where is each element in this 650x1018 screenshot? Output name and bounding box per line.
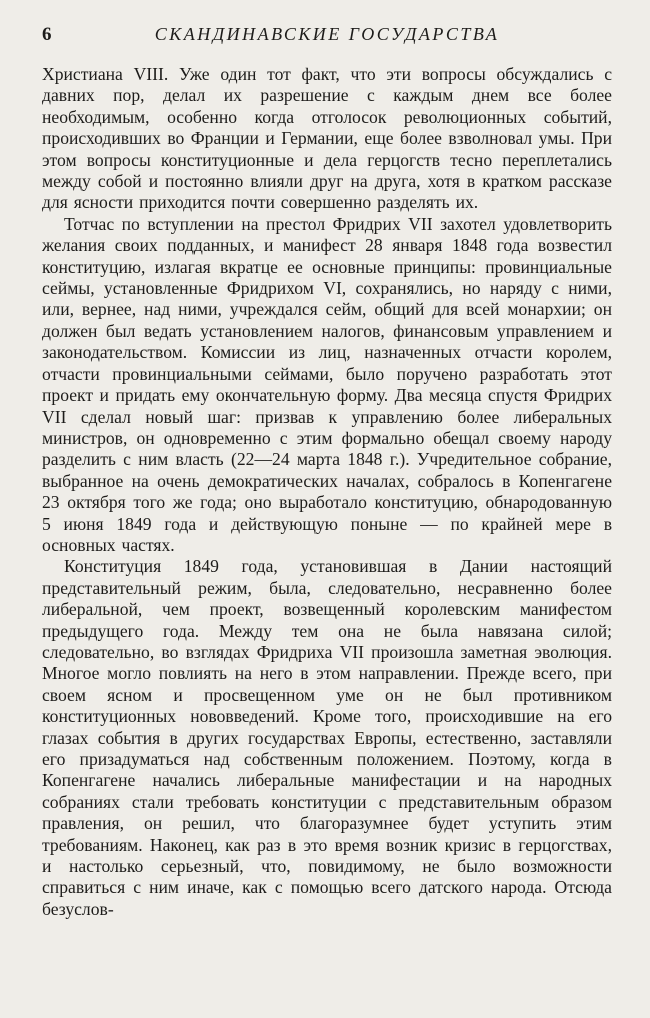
- page-number: 6: [42, 24, 53, 45]
- paragraph-3: Конституция 1849 года, установившая в Дании настоящий представительный режим, была, следовательно, несравненно более либеральной, чем проект, возвещенный королевским манифестом предыдущего года. Между тем она не была навязана силой; следовательно, во взглядах Фридриха VII произошла заметная эволюция. Многое могло повлиять на него в этом направлении. Прежде всего, при своем ясном и просвещенном уме он не был противником конституционных нововведений. Кроме того, происходившие на его глазах события в других государствах Европы, естественно, заставляли его призадуматься над собственным положением. Поэтому, когда в Копенгагене начались либеральные манифестации и на народных собраниях стали требовать конституции с представительным образом правления, он решил, что благоразумнее будет уступить этим требованиям. Наконец, как раз в это время возник кризис в герцогствах, и настолько серьезный, что, повидимому, не было возможности справиться с ним иначе, как с помощью всего датского народа. Отсюда безуслов-: [42, 556, 612, 919]
- body-text: [42, 64, 612, 920]
- paragraph-2: Тотчас по вступлении на престол Фридрих VII захотел удовлетворить желания своих подданных, и манифест 28 января 1848 года возвестил конституцию, излагая вкратце ее основные принципы: провинциальные сеймы, установленные Фридрихом VI, сохранялись, но наряду с ними, или, вернее, над ними, учреждался сейм, общий для всей монархии; он должен был ведать установлением налогов, финансовым управлением и законодательством. Комиссии из лиц, назначенных отчасти королем, отчасти провинциальными сеймами, было поручено разработать этот проект и придать ему окончательную форму. Два месяца спустя Фридрих VII сделал новый шаг: призвав к управлению более либеральных министров, он одновременно с этим формально обещал своему народу разделить с ним власть (22—24 марта 1848 г.). Учредительное собрание, выбранное на очень демократических началах, собралось в Копенгагене 23 октября того же года; оно выработало конституцию, обнародованную 5 июня 1849 года и действующую поныне — по крайней мере в основных частях.: [42, 213, 612, 555]
- paragraph-1: Христиана VIII. Уже один тот факт, что эти вопросы обсуждались с давних пор, делал их разрешение с каждым днем все более необходимым, особенно когда отголосок революционных событий, происходивших во Франции и Германии, еще более взволновал умы. При этом вопросы конституционные и дела герцогств тесно переплетались между собой и постоянно влияли друг на друга, хотя в кратком рассказе для ясности приходится почти совершенно разделять их.: [42, 64, 612, 213]
- running-head: [42, 24, 612, 54]
- running-title: СКАНДИНАВСКИЕ ГОСУДАРСТВА: [154, 24, 500, 44]
